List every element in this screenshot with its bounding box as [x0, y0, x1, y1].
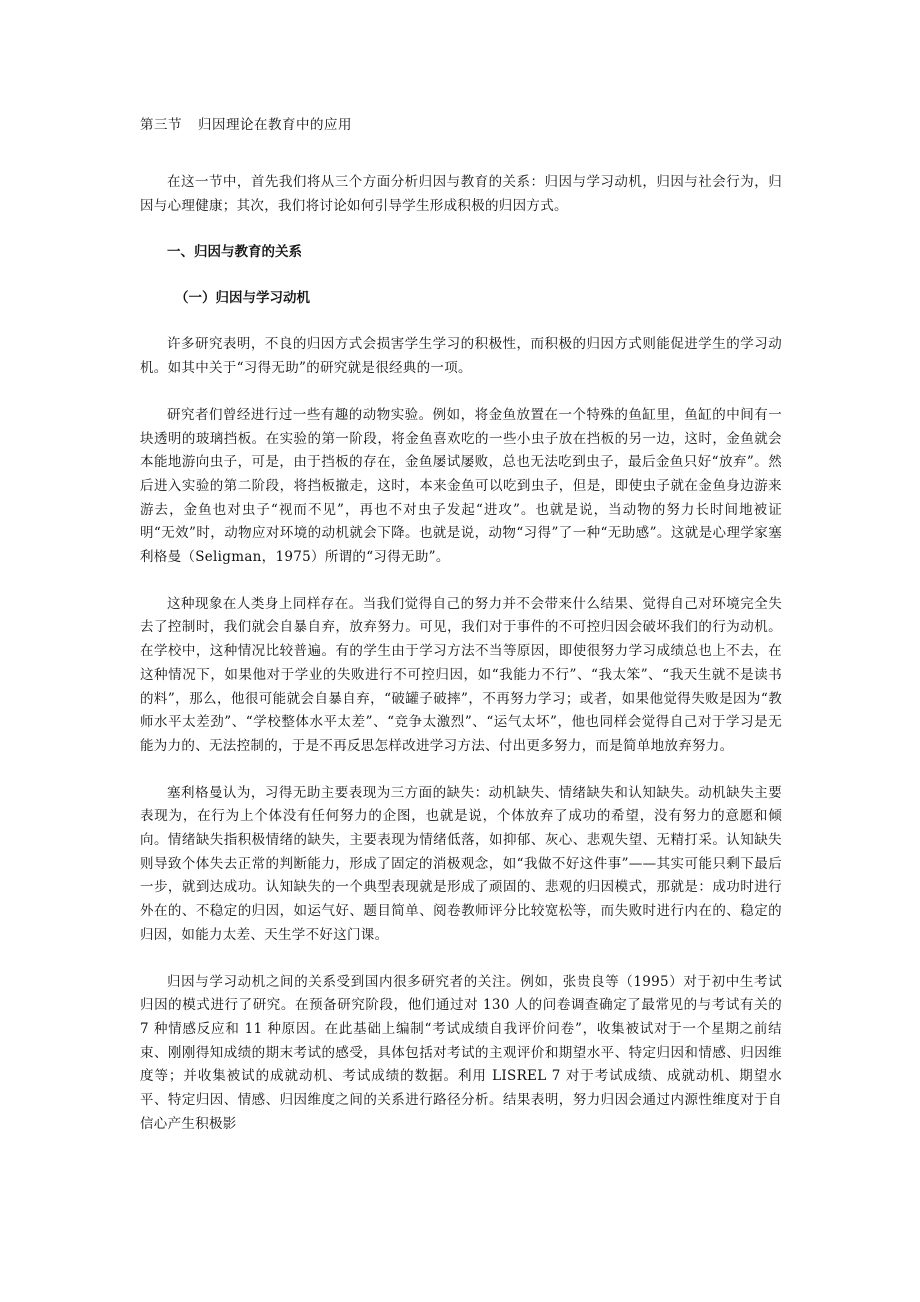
heading-level-1: 一、归因与教育的关系	[167, 244, 302, 261]
body-paragraph: 这种现象在人类身上同样存在。当我们觉得自己的努力并不会带来什么结果、觉得自己对环境完全失去了控制时，我们就会自暴自弃，放弃努力。可见，我们对于事件的不可控归因会破坏我们的行为动机。在学校中，这种情况比较普遍。有的学生由于学习方法不当等原因，即使很努力学习成绩总也上不去，在这种情况下，如果他对于学业的失败进行不可控归因，如“我能力不行”、“我太笨”、“我天生就不是读书的料”，那么，他很可能就会自暴自弃，“破罐子破摔”，不再努力学习；或者，如果他觉得失败是因为“教师水平太差劲”、“学校整体水平太差”、“竞争太激烈”、“运气太坏”，他也同样会觉得自己对于学习是无能为力的、无法控制的，于是不再反思怎样改进学习方法、付出更多努力，而是简单地放弃努力。	[140, 595, 782, 754]
section-title	[140, 114, 782, 137]
section-number: 第三节	[140, 117, 182, 133]
heading-level-2: （一）归因与学习动机	[175, 290, 310, 307]
body-paragraph: 研究者们曾经进行过一些有趣的动物实验。例如，将金鱼放置在一个特殊的鱼缸里，鱼缸的中间有一块透明的玻璃挡板。在实验的第一阶段，将金鱼喜欢吃的一些小虫子放在挡板的另一边，这时，金鱼就会本能地游向虫子，可是，由于挡板的存在，金鱼屡试屡败，总也无法吃到虫子，最后金鱼只好“放弃”。然后进入实验的第二阶段，将挡板撤走，这时，本来金鱼可以吃到虫子，但是，即使虫子就在金鱼身边游来游去，金鱼也对虫子“视而不见”，再也不对虫子发起“进攻”。也就是说，当动物的努力长时间地被证明“无效”时，动物应对环境的动机就会下降。也就是说，动物“习得”了一种“无助感”。这就是心理学家塞利格曼（Seligman，1975）所谓的“习得无助”。	[140, 406, 782, 566]
intro-paragraph: 在这一节中，首先我们将从三个方面分析归因与教育的关系：归因与学习动机，归因与社会行为，归因与心理健康；其次，我们将讨论如何引导学生形成积极的归因方式。	[140, 174, 782, 214]
document-page	[140, 114, 782, 1160]
body-paragraph: 归因与学习动机之间的关系受到国内很多研究者的关注。例如，张贵良等（1995）对于初中生考试归因的模式进行了研究。在预备研究阶段，他们通过对 130 人的问卷调查确定了最常见的与考试有关的 7 种情感反应和 11 种原因。在此基础上编制“考试成绩自我评价问卷”，收集被试对于一个星期之前结束、刚刚得知成绩的期末考试的感受，具体包括对考试的主观评价和期望水平、特定归因和情感、归因维度等；并收集被试的成就动机、考试成绩的数据。利用 LISREL 7 对于考试成绩、成就动机、期望水平、特定归因、情感、归因维度之间的关系进行路径分析。结果表明，努力归因会通过内源性维度对于自信心产生积极影	[140, 973, 782, 1132]
body-paragraph: 塞利格曼认为，习得无助主要表现为三方面的缺失：动机缺失、情绪缺失和认知缺失。动机缺失主要表现为，在行为上个体没有任何努力的企图，也就是说，个体放弃了成功的希望，没有努力的意愿和倾向。情绪缺失指积极情绪的缺失，主要表现为情绪低落，如抑郁、灰心、悲观失望、无精打采。认知缺失则导致个体失去正常的判断能力，形成了固定的消极观念，如“我做不好这件事”——其实可能只剩下最后一步，就到达成功。认知缺失的一个典型表现就是形成了顽固的、悲观的归因模式，那就是：成功时进行外在的、不稳定的归因，如运气好、题目简单、阅卷教师评分比较宽松等，而失败时进行内在的、稳定的归因，如能力太差、天生学不好这门课。	[140, 784, 782, 943]
body-paragraph: 许多研究表明，不良的归因方式会损害学生学习的积极性，而积极的归因方式则能促进学生的学习动机。如其中关于“习得无助”的研究就是很经典的一项。	[140, 336, 782, 377]
section-title-text: 归因理论在教育中的应用	[198, 117, 352, 133]
